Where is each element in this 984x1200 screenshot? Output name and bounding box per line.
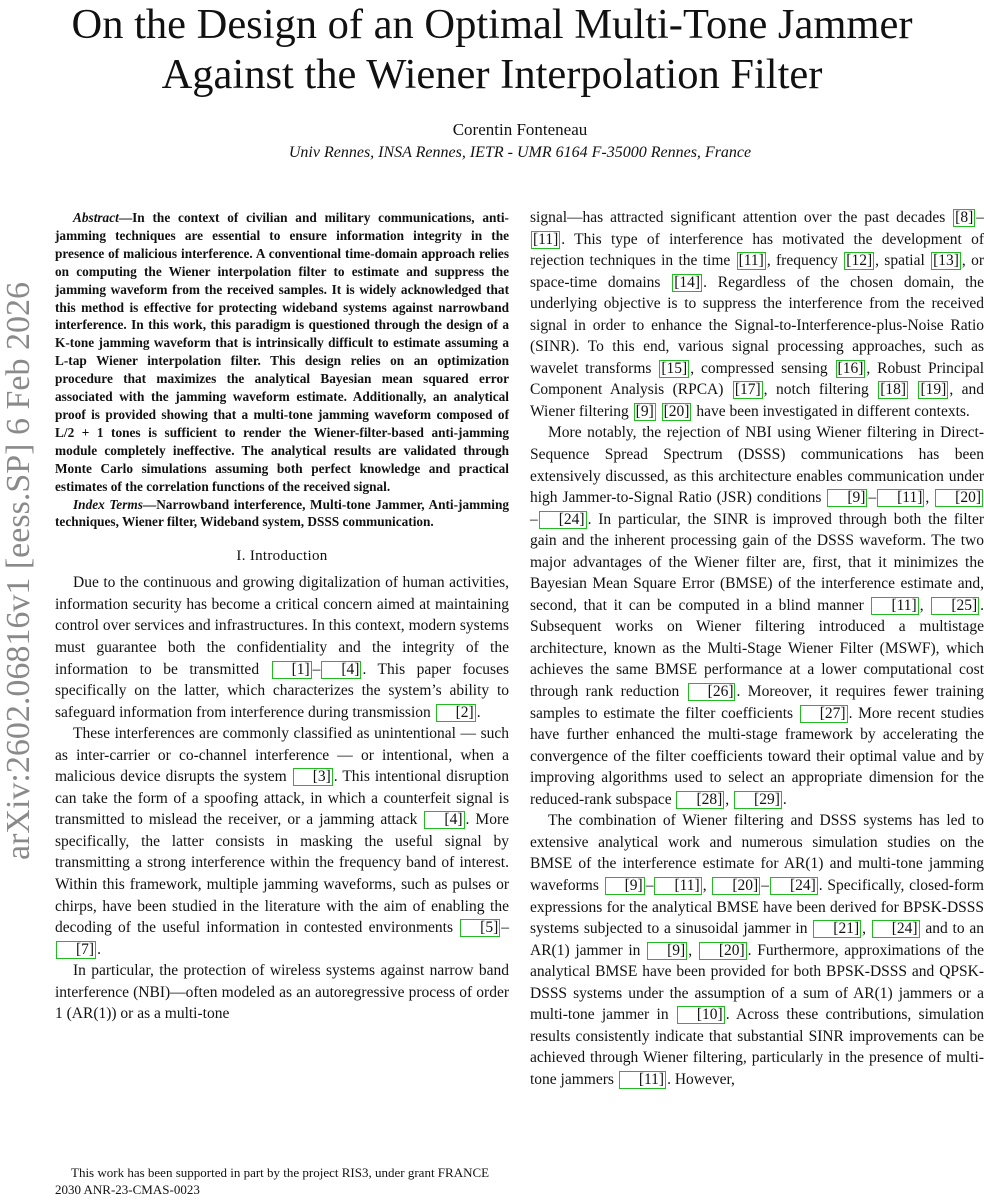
index-terms — [55, 496, 509, 532]
citation-link[interactable]: [21] — [813, 920, 861, 938]
right-body — [530, 207, 984, 1090]
body-paragraph: The combination of Wiener filtering and DSSS systems has led to extensive analytical work and numerous simulation studies on the BMSE of the interference estimate for AR(1) and multi-tone jamming waveforms [9] – [11] , [20] – [24] . Specifically, closed-form expressions for the analytical BMSE have been derived for BPSK-DSSS systems subjected to a sinusoidal jammer in [21] , [24] and to an AR(1) jammer in [9] , [20] . Furthermore, approximations of the analytical BMSE have been provided for both BPSK-DSSS and QPSK-DSSS systems under the assumption of a sum of AR(1) jammers or a multi-tone jammer in [10] . Across these contributions, simulation results consistently indicate that substantial SINR improvements can be achieved through Wiener filtering, particularly in the presence of multi-tone jammers [11] . However, — [530, 812, 984, 1088]
author-name: Corentin Fonteneau — [452, 120, 588, 139]
citation-link[interactable]: [12] — [846, 252, 873, 270]
citation-link[interactable]: [2] — [436, 704, 476, 722]
citation-link[interactable]: [18] — [880, 381, 907, 399]
citation-link[interactable]: [20] — [935, 489, 983, 507]
citation-link[interactable]: [10] — [677, 1006, 725, 1024]
citation-link[interactable]: [1] — [272, 661, 312, 679]
citation-link[interactable]: [25] — [931, 597, 979, 615]
citation-link[interactable]: [19] — [920, 381, 947, 399]
citation-link[interactable]: [11] — [654, 877, 701, 895]
index-terms-label: Index Terms — [73, 496, 143, 512]
citation-link[interactable]: [27] — [800, 705, 848, 723]
arxiv-identifier[interactable]: arXiv:2602.06816v1 [eess.SP] 6 Feb 2026 — [0, 282, 37, 860]
left-column — [55, 209, 509, 1025]
citation-link[interactable]: [20] — [699, 942, 747, 960]
abstract — [55, 209, 509, 496]
citation-link[interactable]: [11] — [877, 489, 924, 507]
body-paragraph: These interferences are commonly classified as unintentional — such as inter-carrier or co-channel interference — or intentional, when a malicious device disrupts the system [3] . This intentional disruption can take the form of a spoofing attack, in which a counterfeit signal is transmitted to mislead the receiver, or a jamming attack [4] . More specifically, the latter consists in masking the useful signal by transmitting a strong interference within the frequency band of interest. Within this framework, multiple jamming waveforms, such as pulses or chirps, have been studied in the literature with the aim of enabling the decoding of the useful information in contested environments [5] –[7] . — [55, 725, 510, 958]
left-body — [55, 572, 509, 1024]
citation-link[interactable]: [17] — [734, 381, 761, 399]
citation-link[interactable]: [13] — [933, 252, 959, 270]
citation-link[interactable]: [28] — [676, 791, 724, 809]
citation-link[interactable]: [16] — [837, 359, 864, 377]
citation-link[interactable]: [9] — [827, 489, 867, 507]
citation-link[interactable]: [5] — [460, 919, 500, 937]
paper-title: On the Design of an Optimal Multi-Tone Jammer Against the Wiener Interpolation Filter — [71, 1, 913, 98]
citation-link[interactable]: [15] — [661, 359, 688, 377]
citation-link[interactable]: [11] — [738, 252, 764, 270]
citation-link[interactable]: [24] — [770, 877, 818, 895]
body-paragraph: In particular, the protection of wireless systems against narrow band interference (NBI)—often modeled as an autoregressive process of order 1 (AR(1)) or as a multi-tone — [55, 962, 509, 1023]
citation-link[interactable]: [11] — [619, 1071, 666, 1089]
citation-link[interactable]: [20] — [712, 877, 760, 895]
citation-link[interactable]: [20] — [663, 402, 690, 420]
citation-link[interactable]: [24] — [872, 920, 920, 938]
index-terms-text: —Narrowband interference, Multi-tone Jammer, Anti-jamming techniques, Wiener filter, Wideband system, DSSS communication. — [55, 496, 509, 530]
citation-link[interactable]: [11] — [533, 230, 559, 248]
citation-link[interactable]: [24] — [539, 511, 587, 529]
citation-link[interactable]: [11] — [871, 597, 918, 615]
citation-link[interactable]: [14] — [674, 273, 701, 291]
citation-link[interactable]: [4] — [424, 811, 464, 829]
citation-link[interactable]: [4] — [321, 661, 361, 679]
body-paragraph: More notably, the rejection of NBI using Wiener filtering in Direct-Sequence Spread Spectrum (DSSS) communications has been extensively discussed, as this architecture enables communication under high Jammer-to-Signal Ratio (JSR) conditions [9] – [11] , [20]– [24] . In particular, the SINR is improved through both the filter gain and the inherent processing gain of the DSSS waveform. The two major advantages of the Wiener filter are, first, that it minimizes the Bayesian Mean Square Error (BMSE) of the interference estimate and, second, that it can be computed in a blind manner [11] , [25] . Subsequent works on Wiener filtering introduced a multistage architecture, known as the Multi-Stage Wiener Filter (MSWF), which achieves the same BMSE performance at a lower computational cost through rank reduction [26] . Moreover, it requires fewer training samples to estimate the filter coefficients [27] . More recent studies have further enhanced the multi-stage framework by accelerating the convergence of the filter coefficients toward their optimal value and by improving algorithms used to select an appropriate dimension for the reduced-rank subspace [28] , [29] . — [530, 424, 984, 808]
citation-link[interactable]: [9] — [605, 877, 645, 895]
citation-link[interactable]: [9] — [647, 942, 687, 960]
citation-link[interactable]: [29] — [734, 791, 782, 809]
section-heading-introduction: I. Introduction — [236, 548, 328, 565]
citation-link[interactable]: [7] — [56, 941, 96, 959]
body-paragraph: Due to the continuous and growing digitalization of human activities, information security has become a critical concern aimed at maintaining control over services and infrastructures. In this context, modern systems must guarantee both the confidentiality and the integrity of the information to be transmitted [1] – [4] . This paper focuses specifically on the latter, which characterizes the system’s ability to safeguard information from interference during transmission [2] . — [55, 574, 509, 721]
right-column — [530, 207, 984, 1090]
abstract-text: —In the context of civilian and military communications, anti-jamming techniques are essential to ensure information integrity in the presence of malicious interference. A conventional time-domain approach relies on computing the Wiener interpolation filter to estimate and suppress the jamming waveform from the received samples. It is widely acknowledged that this method is effective for protecting wideband systems against narrowband interference. In this work, this paradigm is questioned through the design of a K-tone jamming waveform that is intrinsically difficult to estimate assuming a L-tap Wiener interpolation filter. This design relies on an optimization procedure that maximizes the analytical Bayesian mean squared error associated with the jamming waveform estimate. Additionally, an analytical proof is provided showing that a multi-tone jamming waveform composed of L/2 + 1 tones is sufficient to render the Wiener-filter-based anti-jamming module completely ineffective. The analytical results are validated through Monte Carlo simulations assuming both perfect knowledge and practical estimates of the correlation functions of the received signal. — [55, 210, 509, 494]
abstract-label: Abstract — [73, 210, 119, 225]
body-paragraph: signal—has attracted significant attention over the past decades [8] –[11] . This type of interference has motivated the development of rejection techniques in the time [11] , frequency [12] , spatial [13] , or space-time domains [14] . Regardless of the chosen domain, the underlying objective is to suppress the interference from the received signal in order to enhance the Signal-to-Interference-plus-Noise Ratio (SINR). To this end, various signal processing approaches, such as wavelet transforms [15] , compressed sensing [16] , Robust Principal Component Analysis (RPCA) [17] , notch filtering [18] [19] , and Wiener filtering [9] [20] have been investigated in different contexts. — [530, 209, 984, 420]
citation-link[interactable]: [8] — [955, 209, 974, 226]
citation-link[interactable]: [3] — [293, 768, 333, 786]
citation-link[interactable]: [26] — [688, 683, 736, 701]
citation-link[interactable]: [9] — [635, 402, 654, 420]
funding-footnote: This work has been supported in part by the project RIS3, under grant FRANCE 2030 ANR-23-CMAS-0023 — [55, 1165, 490, 1197]
author-affiliation: Univ Rennes, INSA Rennes, IETR - UMR 6164 F-35000 Rennes, France — [288, 144, 752, 161]
